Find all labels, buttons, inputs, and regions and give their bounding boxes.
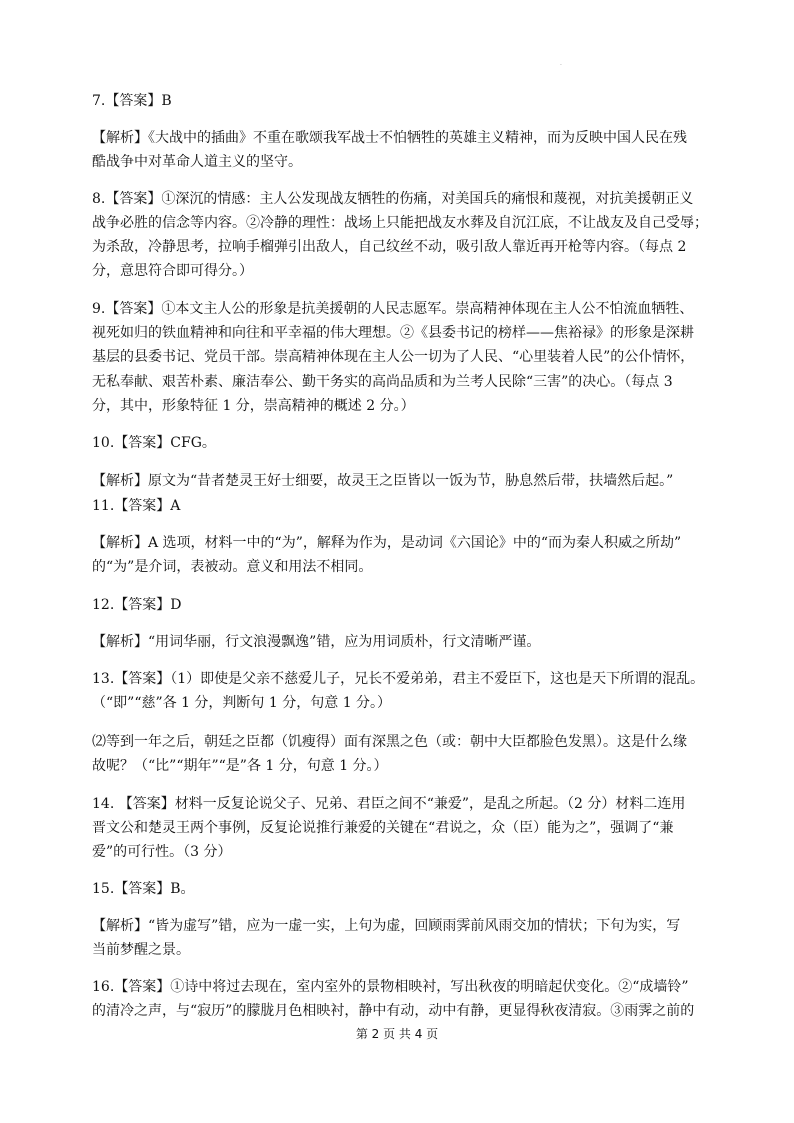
answer-13-line-3: ⑵等到一年之后，朝廷之臣都（饥瘦得）面有深黑之色（或：朝中大臣都脸色发黑）。这是什么缘 [92, 734, 687, 750]
answer-11-label: 11.【答案】A [92, 498, 181, 514]
analysis-11-line-2: 的“为”是介词，表被动。意义和用法不相同。 [92, 559, 373, 575]
answer-16-line-2: 的清冷之声，与“寂历”的朦胧月色相映衬，静中有动，动中有静，更显得秋夜清寂。③雨霁之前的 [92, 1003, 695, 1019]
answer-14-line-1: 14. 【答案】材料一反复论说父子、兄弟、君臣之间不“兼爱”，是乱之所起。（2 分）材料二连用 [92, 796, 686, 812]
answer-14-line-2: 晋文公和楚灵王两个事例，反复论说推行兼爱的关键在“君说之，众（臣）能为之”，强调了“兼 [92, 820, 674, 836]
answer-8-line-4: 分，意思符合即可得分。） [92, 263, 253, 279]
analysis-7-line-2: 酷战争中对革命人道主义的坚守。 [92, 154, 302, 170]
answer-8-line-3: 为杀敌，冷静思考，拉响手榴弹引出敌人，自己纹丝不动，吸引敌人靠近再开枪等内容。（每点 2 [92, 239, 687, 255]
answer-8-line-2: 战争必胜的信念等内容。②冷静的理性：战场上只能把战友水葬及自沉江底，不让战友及自己受辱； [92, 215, 708, 231]
answer-12-label: 12.【答案】D [92, 597, 182, 613]
answer-14-line-3: 爱”的可行性。（3 分） [92, 844, 232, 860]
answer-9-line-3: 基层的县委书记、党员干部。崇高精神体现在主人公一切为了人民、“心里装着人民”的公仆情怀， [92, 349, 695, 365]
analysis-12-line-1: 【解析】“用词华丽，行文浪漫飘逸”错，应为用词质朴，行文清晰严谨。 [92, 634, 541, 650]
answer-13-line-1: 13.【答案】（1）即使是父亲不慈爱儿子，兄长不爱弟弟，君主不爱臣下，这也是天下所谓的混乱。 [92, 671, 705, 687]
corner-mark: . [560, 60, 562, 67]
page-footer: 第 2 页 共 4 页 [355, 1027, 439, 1041]
analysis-11-line-1: 【解析】A 选项，材料一中的“为”，解释为作为，是动词《六国论》中的“而为秦人积威之所劫” [92, 535, 682, 551]
answer-10-label: 10.【答案】CFG。 [92, 435, 216, 451]
answer-13-line-2: （“即”“慈”各 1 分，判断句 1 分，句意 1 分。） [92, 695, 392, 711]
analysis-7-line-1: 【解析】《大战中的插曲》不重在歌颂我军战士不怕牺牲的英雄主义精神，而为反映中国人民在残 [92, 130, 687, 146]
analysis-15-line-1: 【解析】“皆为虚写”错，应为一虚一实，上句为虚，回顾雨霁前风雨交加的情状；下句为实，写 [92, 918, 681, 934]
answer-8-line-1: 8.【答案】①深沉的情感：主人公发现战友牺牲的伤痛，对美国兵的痛恨和蔑视，对抗美援朝正义 [92, 191, 694, 207]
answer-13-line-4: 故呢？（“比”“期年”“是”各 1 分，句意 1 分。） [92, 758, 388, 774]
answer-9-line-2: 视死如归的铁血精神和向往和平幸福的伟大理想。②《县委书记的榜样——焦裕禄》的形象是深耕 [92, 325, 694, 341]
answer-7-label: 7.【答案】B [92, 93, 172, 109]
analysis-15-line-2: 当前梦醒之景。 [92, 942, 190, 958]
analysis-10-line-1: 【解析】原文为“昔者楚灵王好士细要，故灵王之臣皆以一饭为节，胁息然后带，扶墙然后起。” [92, 473, 674, 489]
answer-15-label: 15.【答案】B。 [92, 881, 195, 897]
answer-9-line-4: 无私奉献、艰苦朴素、廉洁奉公、勤干务实的高尚品质和为兰考人民除“三害”的决心。（每点 3 [92, 374, 673, 390]
answer-16-line-1: 16.【答案】①诗中将过去现在，室内室外的景物相映衬，写出秋夜的明暗起伏变化。②“成墙铃” [92, 979, 689, 995]
answer-9-line-1: 9.【答案】①本文主人公的形象是抗美援朝的人民志愿军。崇高精神体现在主人公不怕流血牺牲、 [92, 301, 694, 317]
answer-9-line-5: 分，其中，形象特征 1 分，崇高精神的概述 2 分。） [92, 398, 415, 414]
